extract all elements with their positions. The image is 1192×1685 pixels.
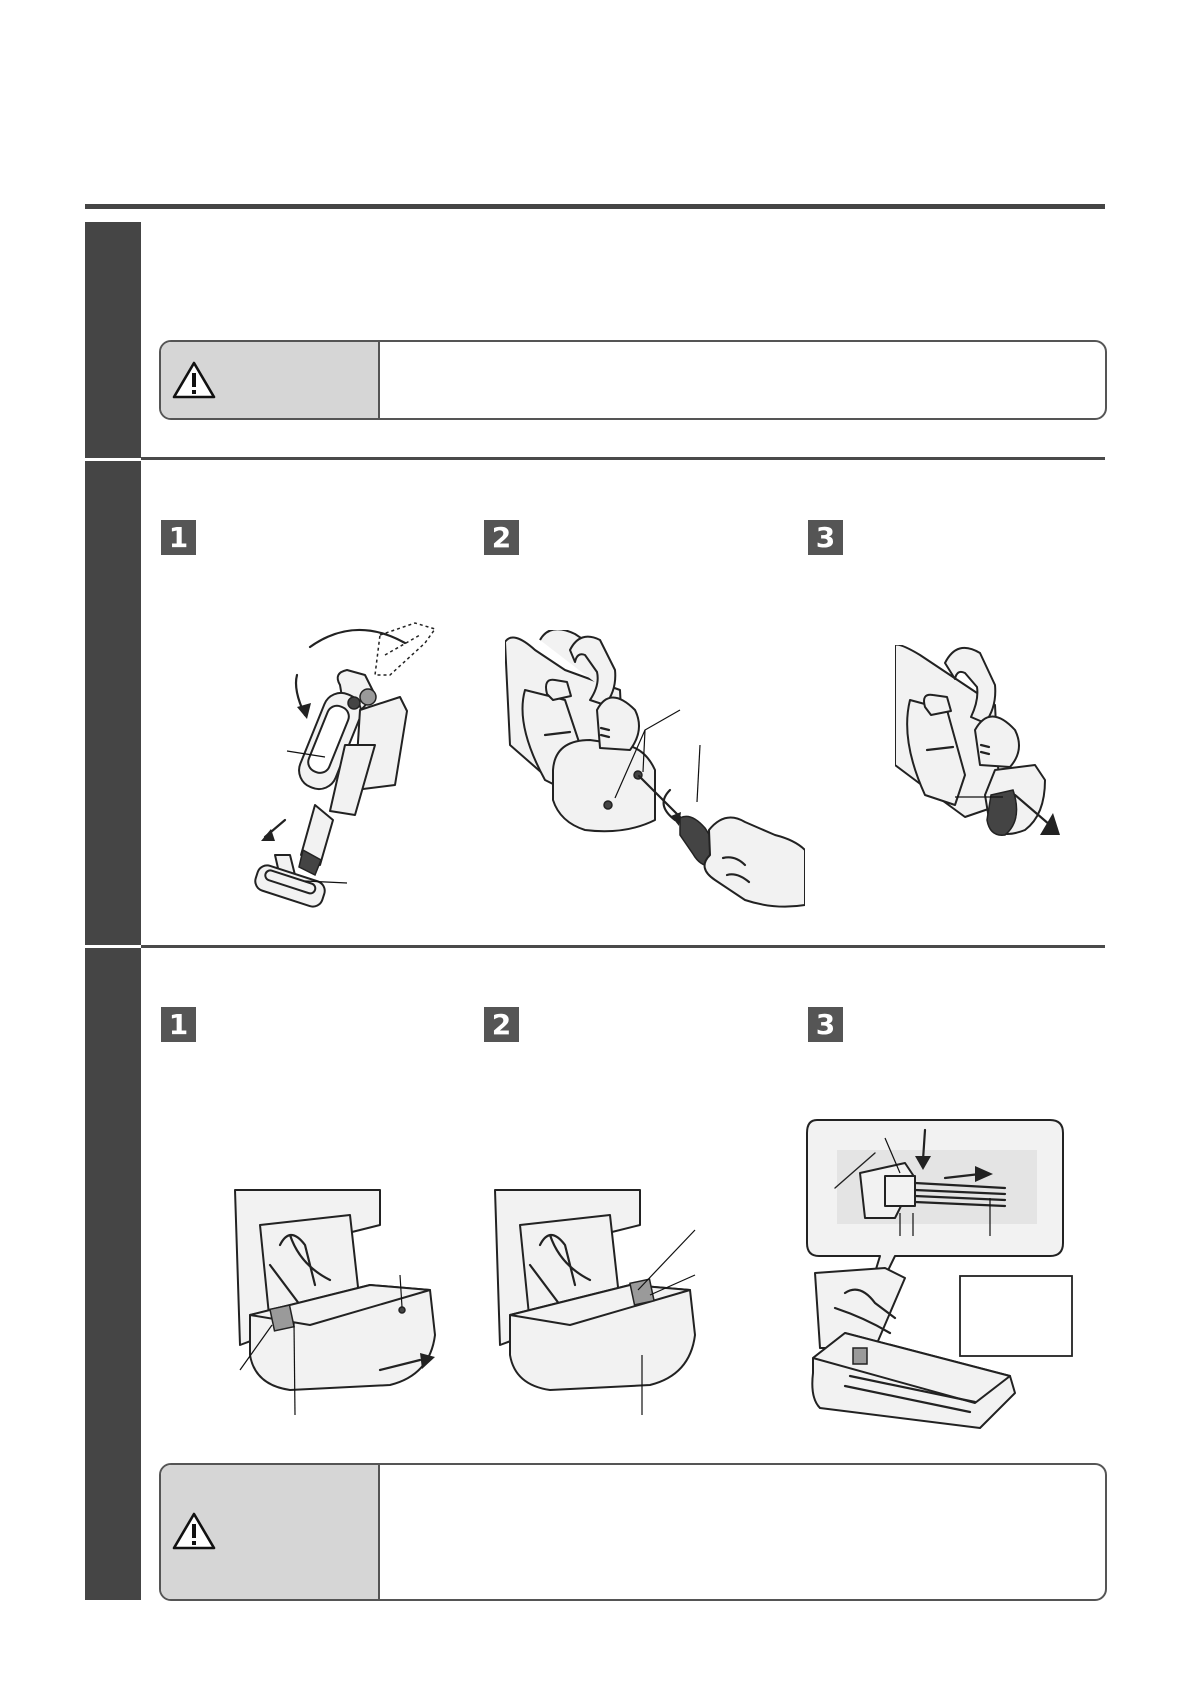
section-divider xyxy=(141,457,1105,460)
disconnect-detail-illustration xyxy=(805,1118,1075,1443)
warning-label xyxy=(161,342,380,418)
section-3-sidebar xyxy=(85,948,141,1600)
section-2-sidebar xyxy=(85,461,141,945)
section-divider xyxy=(141,945,1105,948)
step-badge: 1 xyxy=(161,1007,196,1042)
warning-triangle-icon xyxy=(171,1511,217,1551)
note-box xyxy=(960,1276,1072,1356)
connector-illustration xyxy=(490,1185,700,1415)
step-badge: 2 xyxy=(484,520,519,555)
warning-box xyxy=(159,340,1107,420)
step-badge: 2 xyxy=(484,1007,519,1042)
warning-triangle-icon xyxy=(171,360,217,400)
screwdriver-illustration xyxy=(505,630,805,915)
top-rule xyxy=(85,204,1105,209)
battery-pullout-illustration xyxy=(230,1185,445,1415)
step-badge: 3 xyxy=(808,1007,843,1042)
step-badge: 1 xyxy=(161,520,196,555)
warning-label xyxy=(161,1465,380,1599)
step-badge: 3 xyxy=(808,520,843,555)
cleaner-fold-illustration xyxy=(235,615,450,920)
cover-removal-illustration xyxy=(895,645,1070,885)
section-1-sidebar xyxy=(85,222,141,458)
warning-box xyxy=(159,1463,1107,1601)
